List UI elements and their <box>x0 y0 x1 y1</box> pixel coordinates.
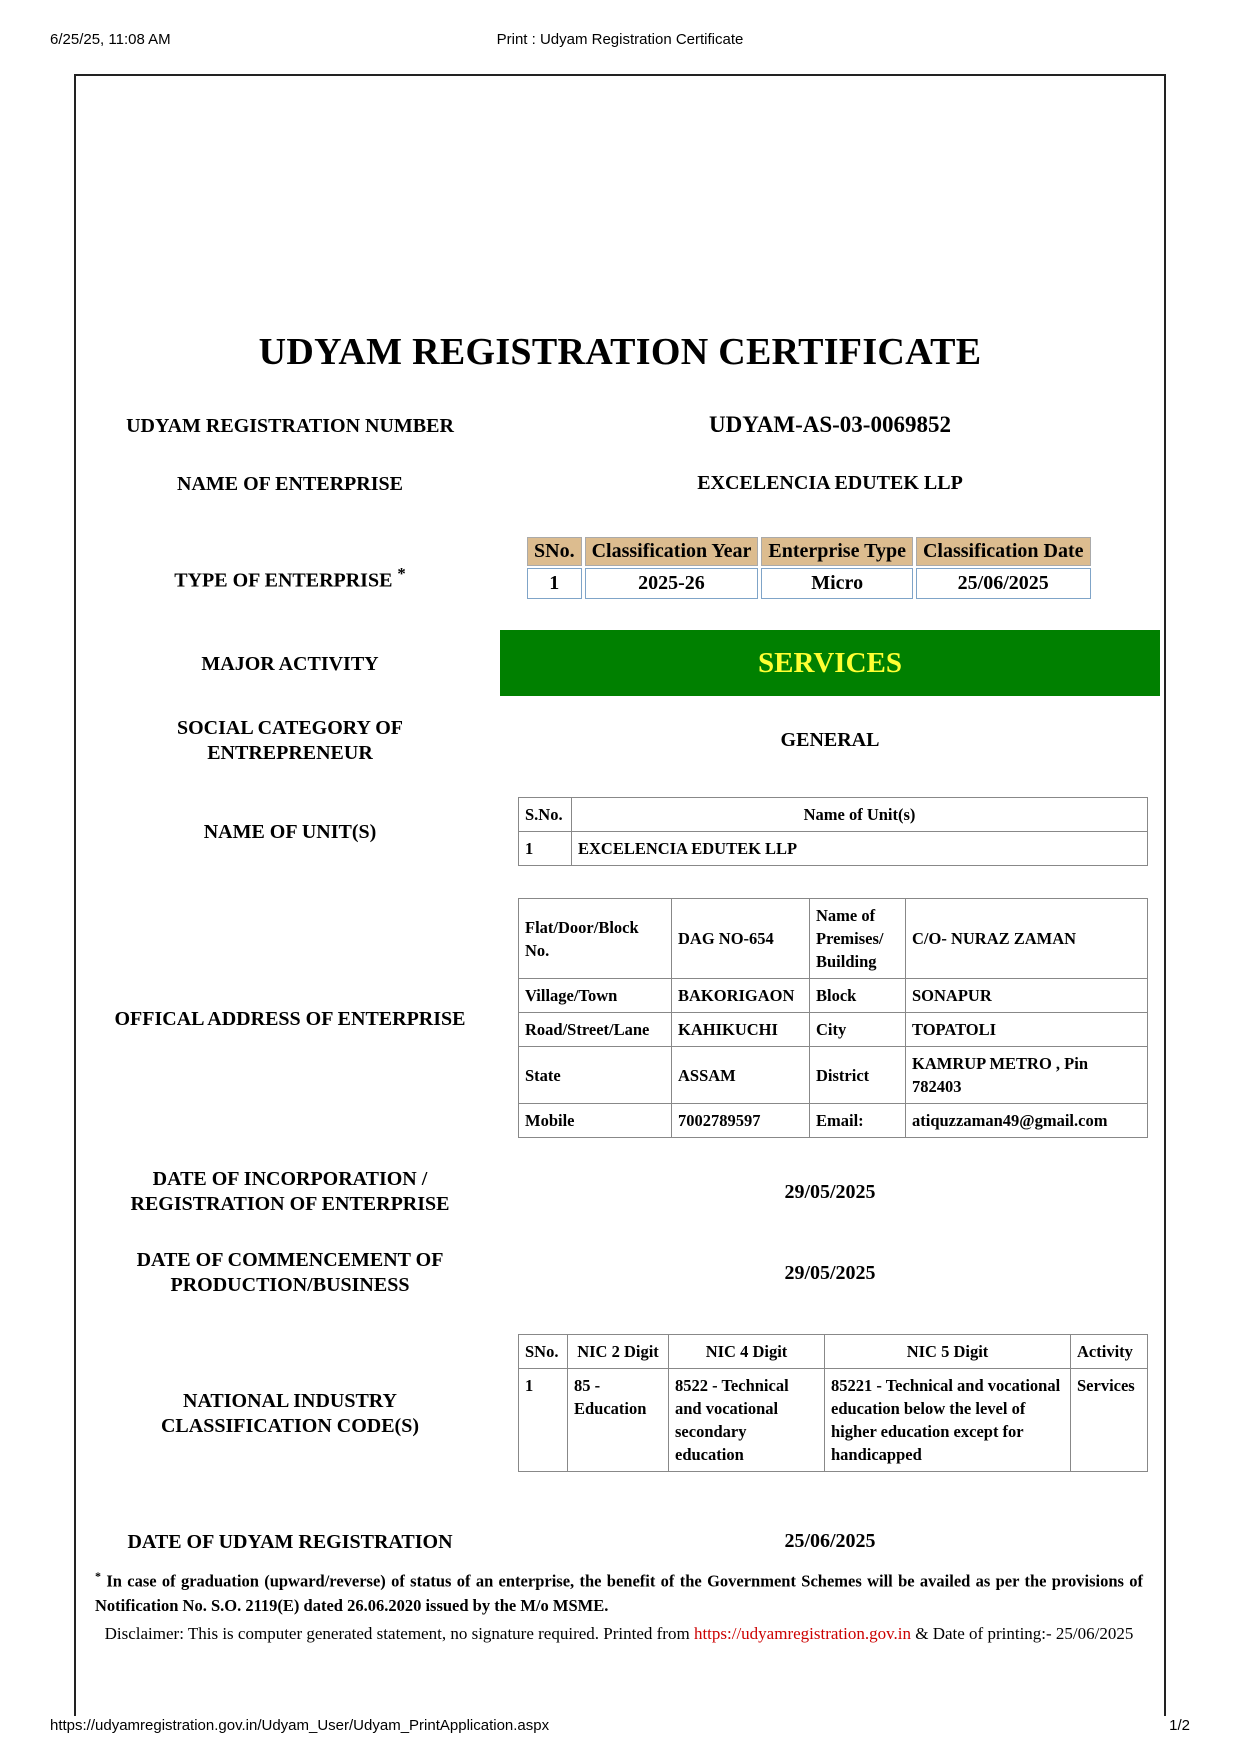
address-key: Road/Street/Lane <box>519 1013 672 1047</box>
table-row <box>519 1369 1148 1472</box>
table-row <box>519 1104 1148 1138</box>
major-activity-label: MAJOR ACTIVITY <box>201 653 379 675</box>
print-footer-url: https://udyamregistration.gov.in/Udyam_User/Udyam_PrintApplication.aspx <box>50 1717 550 1734</box>
classification-header-type: Enterprise Type <box>761 537 913 566</box>
nic-header-5digit: NIC 5 Digit <box>825 1335 1071 1369</box>
classification-year: 2025-26 <box>585 568 759 599</box>
classification-header-year: Classification Year <box>585 537 759 566</box>
table-row <box>519 979 1148 1013</box>
address-value: C/O- NURAZ ZAMAN <box>906 899 1148 979</box>
units-sno: 1 <box>519 832 572 866</box>
nic-activity: Services <box>1071 1369 1148 1472</box>
units-header-row <box>519 798 1148 832</box>
incorporation-date: 29/05/2025 <box>784 1181 876 1203</box>
social-category-label <box>85 716 495 766</box>
registration-number-label: UDYAM REGISTRATION NUMBER <box>126 415 454 437</box>
classification-type: Micro <box>761 568 913 599</box>
address-value: ASSAM <box>672 1047 810 1104</box>
address-key: Name of Premises/ Building <box>810 899 906 979</box>
address-value: TOPATOLI <box>906 1013 1148 1047</box>
nic-sno: 1 <box>519 1369 568 1472</box>
incorporation-label-line1: DATE OF INCORPORATION / <box>152 1168 428 1190</box>
commencement-date: 29/05/2025 <box>784 1262 876 1284</box>
classification-table <box>524 535 1094 601</box>
print-datetime: 6/25/25, 11:08 AM <box>50 31 171 48</box>
print-page-title: Print : Udyam Registration Certificate <box>496 31 744 48</box>
address-key: Email: <box>810 1104 906 1138</box>
enterprise-type-asterisk: * <box>397 564 406 583</box>
nic-header-2digit: NIC 2 Digit <box>568 1335 669 1369</box>
units-header-name: Name of Unit(s) <box>572 798 1148 832</box>
classification-header-row <box>527 537 1091 566</box>
social-category-label-line2: ENTREPRENEUR <box>207 742 373 764</box>
incorporation-label <box>85 1167 495 1217</box>
address-key: City <box>810 1013 906 1047</box>
udyam-date-value: 25/06/2025 <box>784 1530 876 1552</box>
certificate-title: UDYAM REGISTRATION CERTIFICATE <box>258 331 982 373</box>
commencement-label-line1: DATE OF COMMENCEMENT OF <box>136 1249 444 1271</box>
nic-5digit: 85221 - Technical and vocational education below the level of higher education except for handicapped <box>825 1369 1071 1472</box>
footnote-asterisk: * <box>95 1569 101 1583</box>
address-value: SONAPUR <box>906 979 1148 1013</box>
address-value: atiquzzaman49@gmail.com <box>906 1104 1148 1138</box>
disclaimer-print-date: & Date of printing:- 25/06/2025 <box>910 1624 1134 1643</box>
footnote <box>95 1564 1143 1618</box>
commencement-label-line2: PRODUCTION/BUSINESS <box>170 1274 410 1296</box>
print-footer <box>50 1717 1190 1739</box>
table-row <box>527 568 1091 599</box>
address-table <box>518 898 1148 1138</box>
print-header <box>50 31 1190 53</box>
units-name: EXCELENCIA EDUTEK LLP <box>572 832 1148 866</box>
classification-header-date: Classification Date <box>916 537 1091 566</box>
disclaimer-link[interactable]: https://udyamregistration.gov.in <box>693 1624 911 1643</box>
table-row <box>519 1047 1148 1104</box>
classification-sno: 1 <box>527 568 582 599</box>
registration-number-value: UDYAM-AS-03-0069852 <box>709 412 951 437</box>
nic-label-line1: NATIONAL INDUSTRY <box>183 1390 397 1412</box>
incorporation-label-line2: REGISTRATION OF ENTERPRISE <box>130 1193 450 1215</box>
enterprise-name-label: NAME OF ENTERPRISE <box>177 473 403 495</box>
classification-header-sno: SNo. <box>527 537 582 566</box>
address-value: 7002789597 <box>672 1104 810 1138</box>
nic-header-sno: SNo. <box>519 1335 568 1369</box>
address-key: Flat/Door/Block No. <box>519 899 672 979</box>
address-value: KAMRUP METRO , Pin 782403 <box>906 1047 1148 1104</box>
social-category-value: GENERAL <box>780 729 880 751</box>
nic-label <box>85 1389 495 1439</box>
social-category-label-line1: SOCIAL CATEGORY OF <box>177 717 403 739</box>
major-activity-bar: SERVICES <box>500 630 1160 696</box>
address-key: Block <box>810 979 906 1013</box>
nic-header-4digit: NIC 4 Digit <box>669 1335 825 1369</box>
address-value: BAKORIGAON <box>672 979 810 1013</box>
enterprise-type-label <box>85 561 495 594</box>
nic-header-activity: Activity <box>1071 1335 1148 1369</box>
address-key: Mobile <box>519 1104 672 1138</box>
disclaimer-text: Disclaimer: This is computer generated statement, no signature required. Printed from <box>104 1624 694 1643</box>
print-footer-page: 1/2 <box>1169 1717 1190 1734</box>
units-header-sno: S.No. <box>519 798 572 832</box>
enterprise-type-label-text: TYPE OF ENTERPRISE <box>174 569 393 592</box>
commencement-label <box>85 1248 495 1298</box>
udyam-date-label: DATE OF UDYAM REGISTRATION <box>127 1531 453 1553</box>
table-row <box>519 832 1148 866</box>
address-key: State <box>519 1047 672 1104</box>
units-table <box>518 797 1148 866</box>
table-row <box>519 1013 1148 1047</box>
disclaimer <box>95 1622 1143 1646</box>
nic-header-row <box>519 1335 1148 1369</box>
nic-table <box>518 1334 1148 1472</box>
enterprise-name-value: EXCELENCIA EDUTEK LLP <box>697 472 963 494</box>
table-row <box>519 899 1148 979</box>
nic-4digit: 8522 - Technical and vocational secondary education <box>669 1369 825 1472</box>
units-label: NAME OF UNIT(S) <box>203 821 377 843</box>
footnote-text: In case of graduation (upward/reverse) of status of an enterprise, the benefit of the Government Schemes will be availed as per the provisions of Notification No. S.O. 2119(E) dated 26.06.2020 issued by the M/o MSME. <box>95 1571 1143 1615</box>
nic-label-line2: CLASSIFICATION CODE(S) <box>160 1415 419 1437</box>
classification-date: 25/06/2025 <box>916 568 1091 599</box>
nic-2digit: 85 - Education <box>568 1369 669 1472</box>
address-label: OFFICAL ADDRESS OF ENTERPRISE <box>114 1008 466 1030</box>
address-key: Village/Town <box>519 979 672 1013</box>
address-key: District <box>810 1047 906 1104</box>
address-value: KAHIKUCHI <box>672 1013 810 1047</box>
address-value: DAG NO-654 <box>672 899 810 979</box>
